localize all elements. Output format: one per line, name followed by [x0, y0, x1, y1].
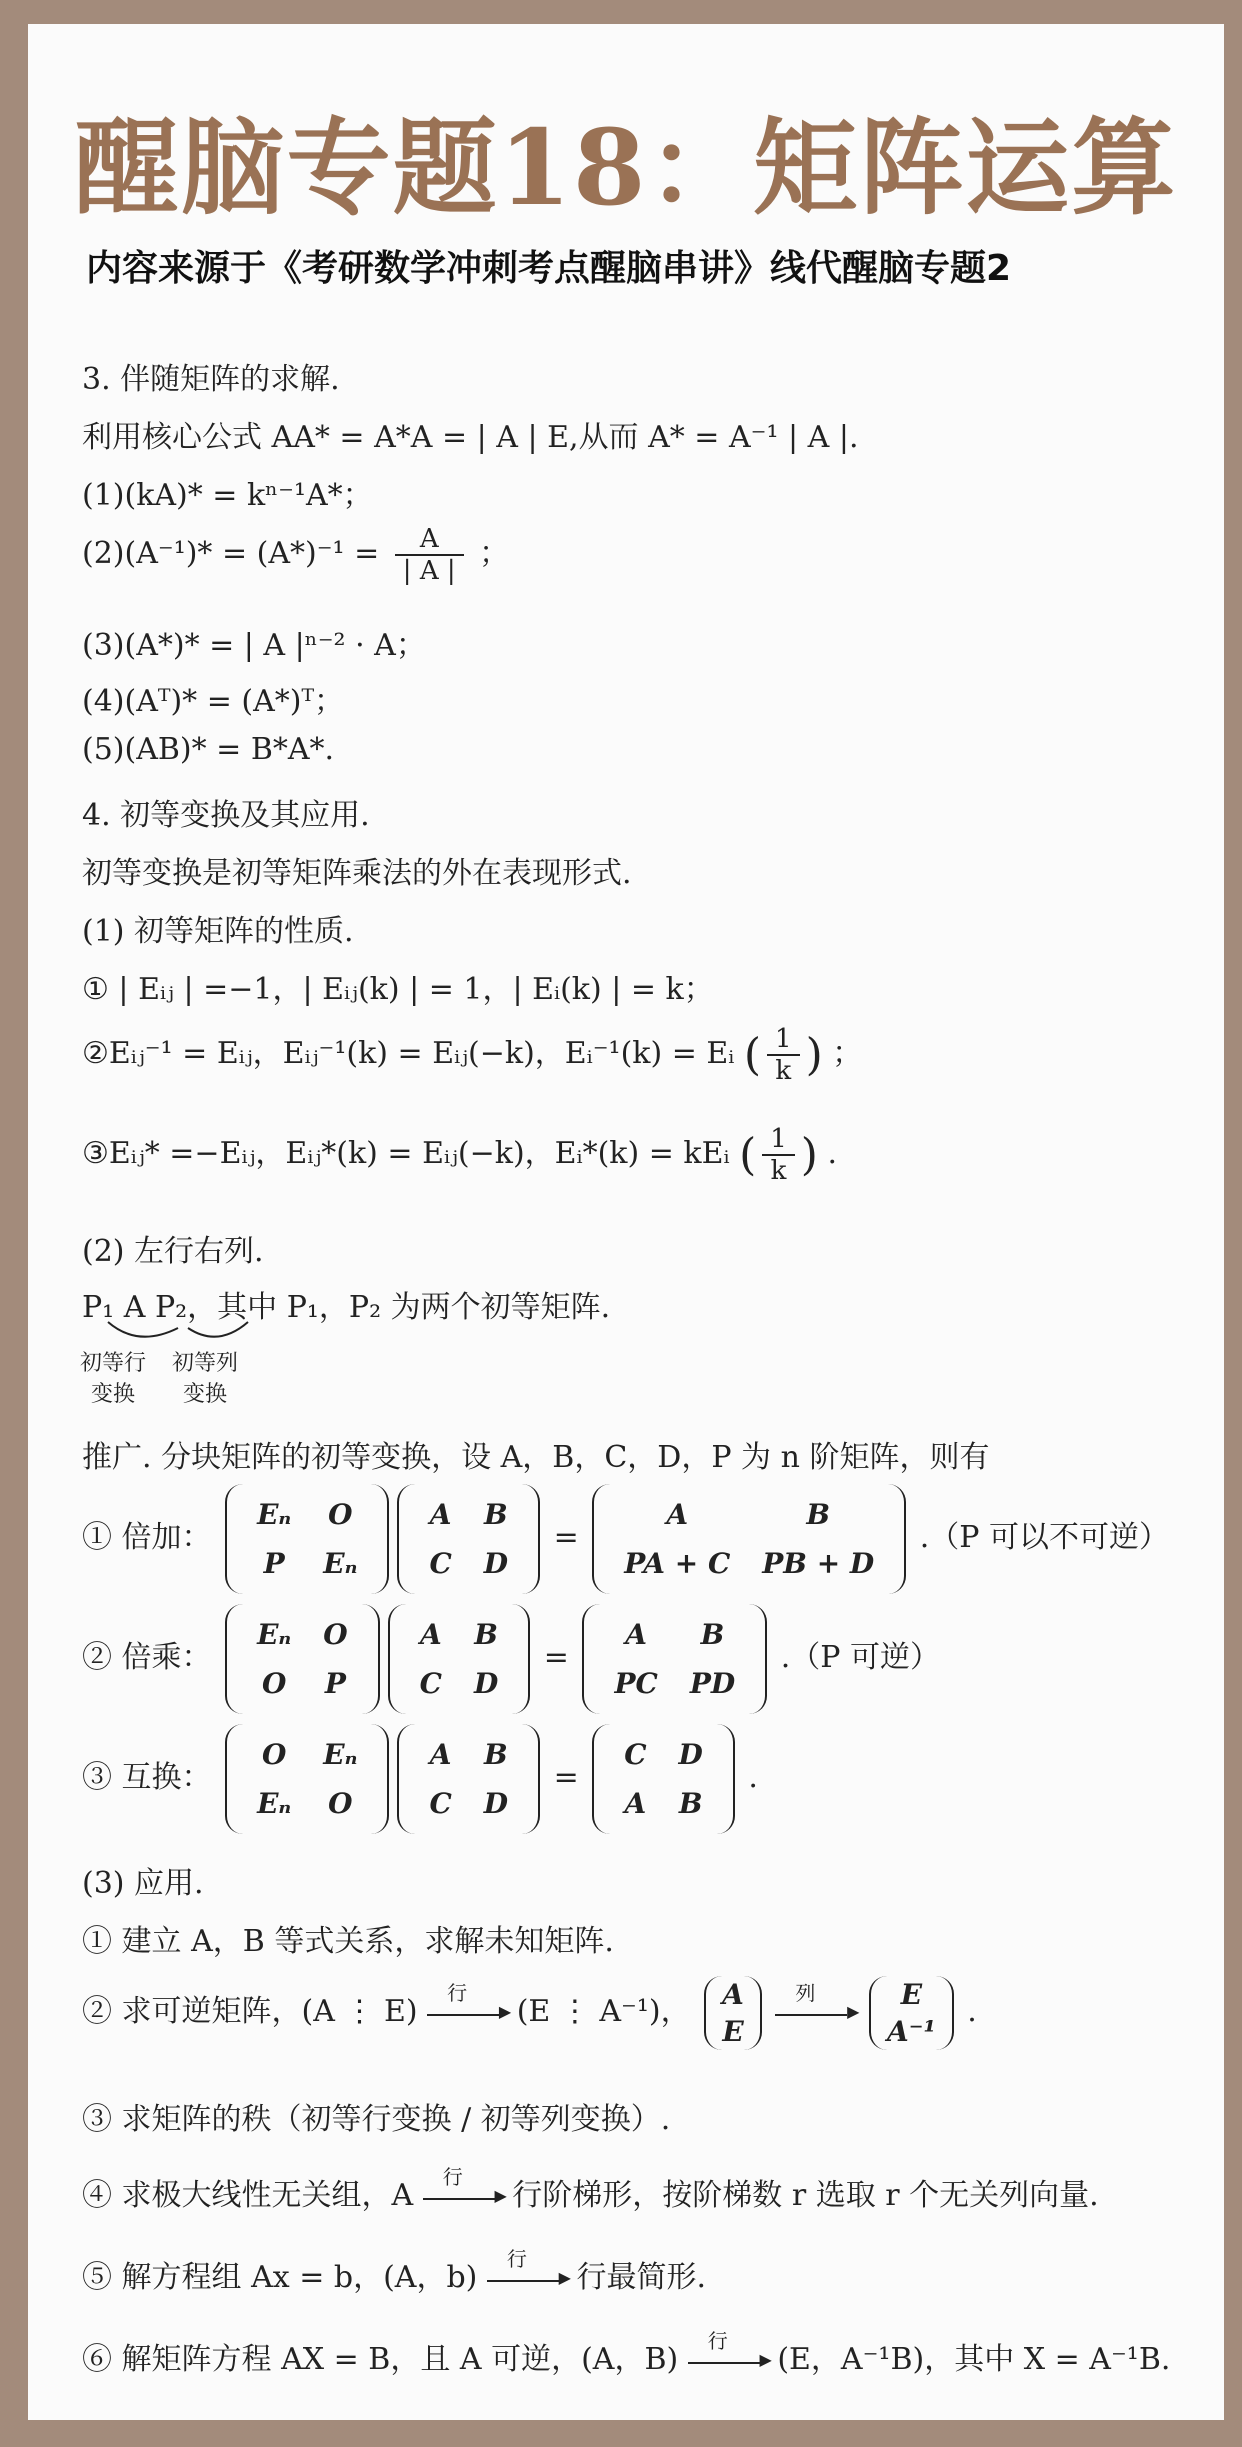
m2-row: [82, 1604, 940, 1714]
sec4-p1-2-fraction: [767, 1024, 800, 1086]
app-2-mid: (E ⋮ A⁻¹)，: [516, 1994, 691, 2029]
cell: PA + C: [624, 1547, 731, 1580]
paren-close: ): [800, 1129, 818, 1181]
sec4-p1-3-num: 1: [762, 1124, 795, 1156]
row-arrow-icon: [423, 2165, 503, 2207]
sec4-p1-2: [82, 1024, 862, 1086]
m1-matrix-c: [592, 1484, 906, 1594]
cell: C: [624, 1738, 647, 1771]
cell: E: [900, 1978, 923, 2011]
m1-matrix-a: [225, 1484, 389, 1594]
right-curve-arrow: [188, 1322, 248, 1337]
app-2: [82, 1976, 977, 2050]
cell: O: [261, 1738, 287, 1771]
cell: Eₙ: [257, 1787, 292, 1820]
sec4-p1-1: ① | Eᵢⱼ | =−1，| Eᵢⱼ(k) | = 1，| Eᵢ(k) | = k；: [82, 972, 714, 1007]
note-col-transform: 初等列 变换: [172, 1351, 239, 1407]
app-5-left: ⑤ 解方程组 Ax = b，(A，b): [82, 2260, 478, 2295]
row-arrow-icon: [427, 1981, 507, 2023]
cell: B: [484, 1738, 508, 1771]
sec3-f2-den: | A |: [402, 556, 456, 586]
sec3-f4: (4)(Aᵀ)* = (A*)ᵀ；: [82, 684, 345, 719]
m3-matrix-c: [592, 1724, 735, 1834]
cell: P: [263, 1547, 285, 1580]
app-5: [82, 2247, 706, 2296]
sec4-p1-2-den: k: [775, 1056, 792, 1086]
sec3-f2-end: ；: [479, 536, 510, 571]
cell: O: [328, 1498, 353, 1531]
arrow-label: 行: [506, 2247, 527, 2271]
cell: Eₙ: [323, 1547, 358, 1580]
m1-note: .（P 可以不可逆）: [919, 1520, 1170, 1555]
note-row-transform: 初等行 变换: [80, 1351, 147, 1407]
p3-heading: (3) 应用.: [82, 1866, 204, 1901]
page-subtitle: 内容来源于《考研数学冲刺考点醒脑串讲》线代醒脑专题2: [86, 248, 1012, 289]
m2-matrix-b: [388, 1604, 531, 1714]
m3-matrix-b: [397, 1724, 540, 1834]
cell: C: [419, 1667, 442, 1700]
m3-matrix-a: [225, 1724, 389, 1834]
cell: B: [700, 1618, 725, 1651]
m2-matrix-c: [582, 1604, 767, 1714]
paren-open: (: [743, 1029, 762, 1081]
equals: =: [553, 1760, 579, 1795]
m1-row: [82, 1484, 1169, 1594]
app-6: [82, 2329, 1171, 2378]
app-6-left: ⑥ 解矩阵方程 AX = B，且 A 可逆，(A，B): [82, 2342, 679, 2377]
cell: C: [429, 1547, 452, 1580]
arrow-label: 行: [447, 1981, 468, 2005]
app-2-left: ② 求可逆矩阵，(A ⋮ E): [82, 1994, 418, 2029]
app-1: ① 建立 A，B 等式关系，求解未知矩阵.: [82, 1924, 614, 1959]
sec3-f2: [82, 524, 509, 586]
cell: B: [474, 1618, 498, 1651]
cell: D: [483, 1787, 509, 1820]
sec3-f3: (3)(A*)* = | A |ⁿ⁻² · A；: [82, 628, 426, 663]
sec4-p1-3: [82, 1124, 837, 1186]
app-3: ③ 求矩阵的秩（初等行变换 / 初等列变换）.: [82, 2102, 671, 2137]
cell: PD: [689, 1667, 736, 1700]
cell: A: [429, 1498, 452, 1531]
m3-note: .: [748, 1760, 758, 1795]
sec4-p1-3-den: k: [770, 1156, 787, 1186]
row-arrow-icon: [487, 2247, 567, 2289]
m2-note: .（P 可逆）: [780, 1640, 940, 1675]
sec4-heading: 4. 初等变换及其应用.: [82, 798, 370, 833]
sec4-p1-heading: (1) 初等矩阵的性质.: [82, 914, 354, 949]
sec4-intro: 初等变换是初等矩阵乘法的外在表现形式.: [82, 856, 632, 891]
sec4-p1-3-fraction: [762, 1124, 795, 1186]
sec4-p1-2-num: 1: [767, 1024, 800, 1056]
cell: D: [678, 1738, 703, 1771]
cell: B: [678, 1787, 703, 1820]
sec4-p1-2-end: ；: [832, 1036, 863, 1071]
cell: Eₙ: [257, 1618, 292, 1651]
cell: O: [328, 1787, 353, 1820]
app-2-result-matrix: [869, 1976, 954, 2050]
document-sheet: [28, 24, 1224, 2420]
m3-label: ③ 互换：: [82, 1760, 212, 1795]
app-5-right: 行最简形.: [576, 2260, 706, 2295]
arrow-label: 列: [795, 1981, 816, 2005]
left-right-arrows: [98, 1318, 268, 1348]
sec4-p1-3-left: ③Eᵢⱼ* =−Eᵢⱼ，Eᵢⱼ*(k) = Eᵢⱼ(−k)，Eᵢ*(k) = kEᵢ: [82, 1136, 730, 1171]
left-curve-arrow: [108, 1322, 178, 1337]
cell: O: [323, 1618, 348, 1651]
sec3-f2-fraction: [395, 524, 464, 586]
sec3-f2-left: (2)(A⁻¹)* = (A*)⁻¹ =: [82, 536, 380, 571]
cell: B: [484, 1498, 508, 1531]
m3-row: [82, 1724, 758, 1834]
equals: =: [543, 1640, 569, 1675]
app-2-end: .: [967, 1994, 977, 2029]
paren-open: (: [739, 1129, 757, 1181]
app-6-right: (E，A⁻¹B)，其中 X = A⁻¹B.: [777, 2342, 1171, 2377]
cell: Eₙ: [257, 1498, 292, 1531]
cell: A: [722, 1978, 744, 2011]
sec3-f5: (5)(AB)* = B*A*.: [82, 732, 335, 767]
paren-close: ): [805, 1029, 823, 1081]
cell: A: [429, 1738, 452, 1771]
cell: PB + D: [762, 1547, 875, 1580]
app-2-col-matrix: [704, 1976, 762, 2050]
cell: B: [806, 1498, 831, 1531]
equals: =: [553, 1520, 579, 1555]
col-arrow-icon: [775, 1981, 855, 2023]
cell: D: [483, 1547, 509, 1580]
m1-matrix-b: [397, 1484, 540, 1594]
m1-label: ① 倍加：: [82, 1520, 212, 1555]
sec4-p2-heading: (2) 左行右列.: [82, 1234, 264, 1269]
sec3-core: 利用核心公式 AA* = A*A = | A | E,从而 A* = A⁻¹ | A |.: [82, 420, 859, 455]
sec3-f2-num: A: [395, 524, 464, 556]
arrow-label: 行: [707, 2329, 728, 2353]
app-4-left: ④ 求极大线性无关组，A: [82, 2178, 414, 2213]
arrow-label: 行: [442, 2165, 463, 2189]
sec4-p2-expr: P₁ A P₂，其中 P₁，P₂ 为两个初等矩阵.: [82, 1290, 611, 1325]
cell: C: [429, 1787, 452, 1820]
cell: A: [419, 1618, 442, 1651]
cell: A: [624, 1787, 647, 1820]
app-4: [82, 2165, 1099, 2214]
cell: PC: [614, 1667, 658, 1700]
cell: A⁻¹: [886, 2015, 936, 2048]
cell: Eₙ: [323, 1738, 358, 1771]
m2-label: ② 倍乘：: [82, 1640, 212, 1675]
m2-matrix-a: [225, 1604, 380, 1714]
sec4-p1-2-left: ②Eᵢⱼ⁻¹ = Eᵢⱼ，Eᵢⱼ⁻¹(k) = Eᵢⱼ(−k)，Eᵢ⁻¹(k) = Eᵢ: [82, 1036, 735, 1071]
cell: E: [722, 2015, 744, 2048]
app-4-right: 行阶梯形，按阶梯数 r 选取 r 个无关列向量.: [512, 2178, 1099, 2213]
cell: P: [324, 1667, 346, 1700]
sec3-heading: 3. 伴随矩阵的求解.: [82, 362, 340, 397]
cell: A: [666, 1498, 689, 1531]
sec3-f1: (1)(kA)* = kⁿ⁻¹A*；: [82, 478, 373, 513]
cell: A: [625, 1618, 647, 1651]
generalize: 推广. 分块矩阵的初等变换，设 A，B，C，D，P 为 n 阶矩阵，则有: [82, 1440, 990, 1475]
cell: D: [473, 1667, 499, 1700]
sec4-p1-3-end: .: [827, 1136, 838, 1171]
row-arrow-icon: [688, 2329, 768, 2371]
cell: O: [261, 1667, 287, 1700]
page-title: 醒脑专题18：矩阵运算: [74, 106, 1178, 229]
